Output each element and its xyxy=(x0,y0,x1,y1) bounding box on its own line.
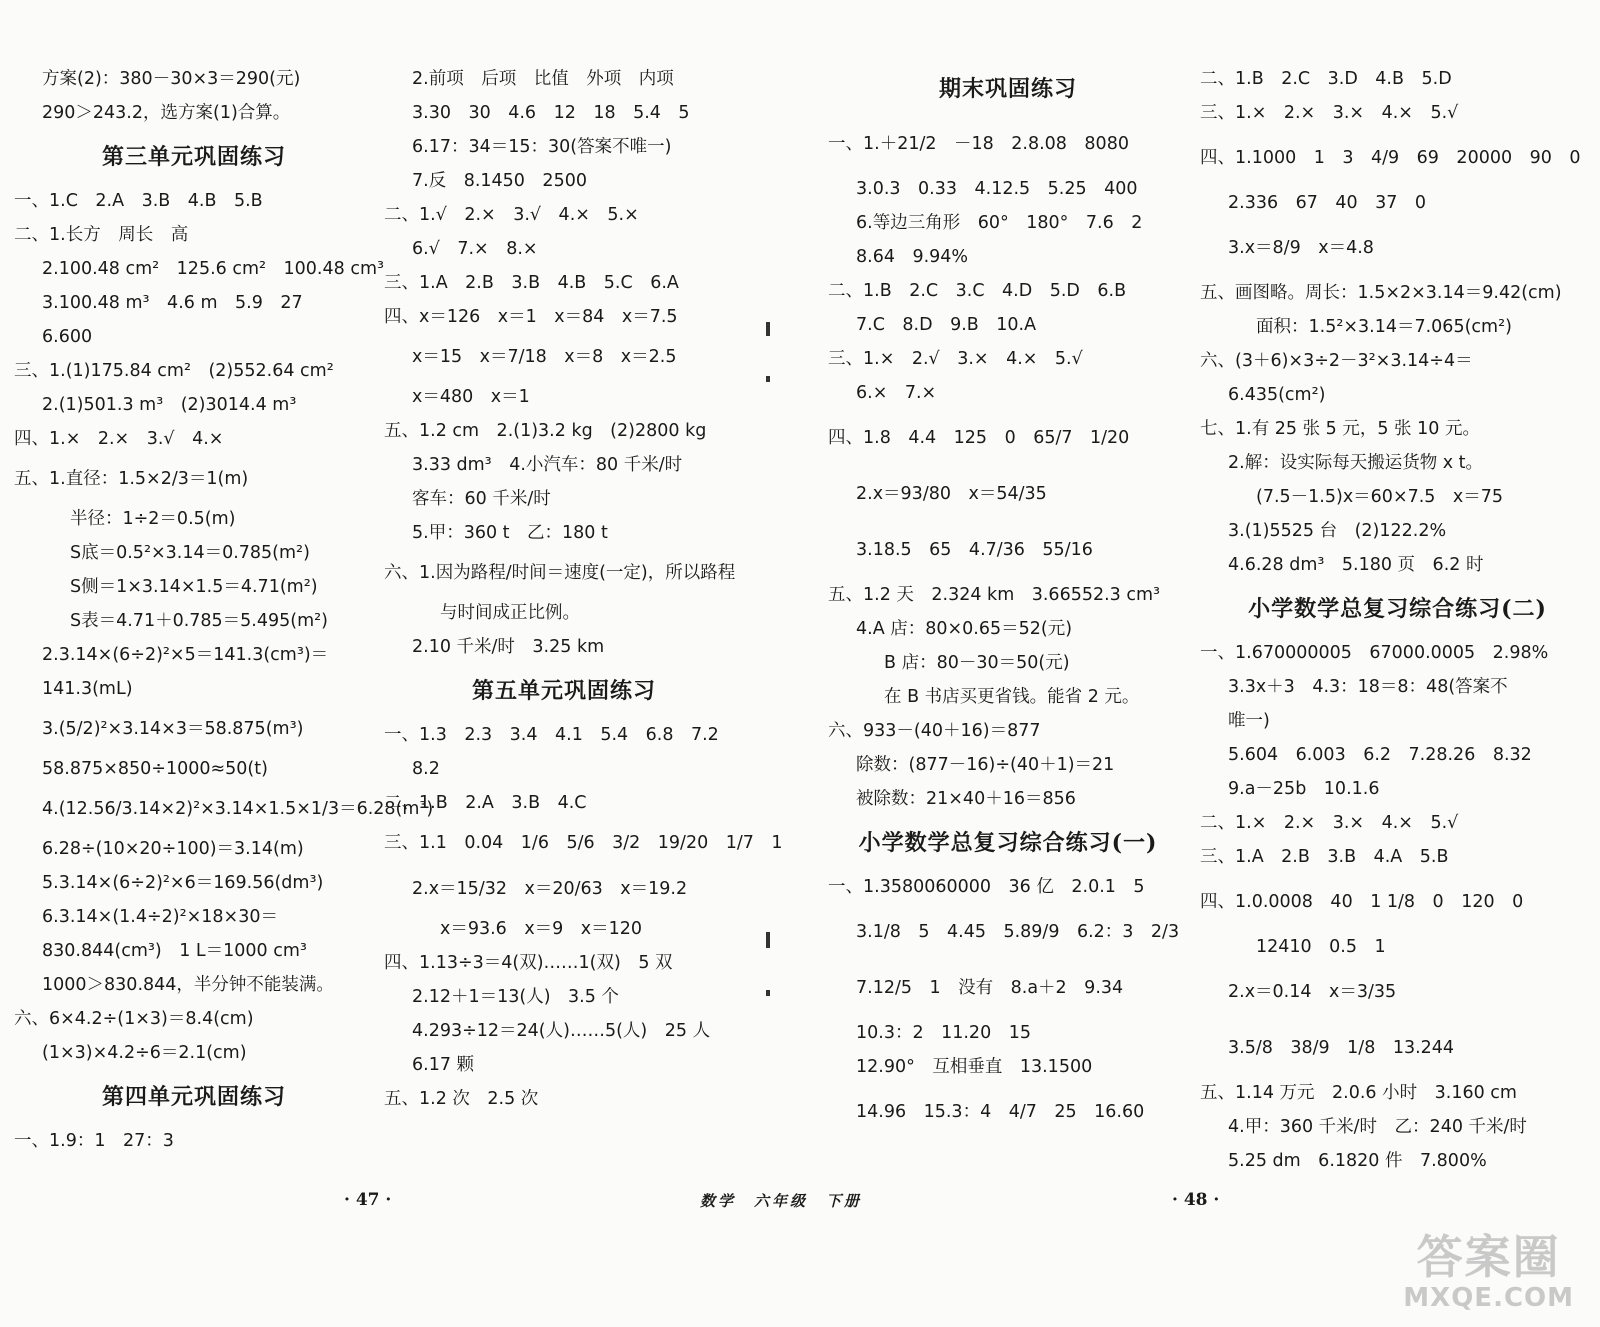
answer-line: 5.3.14×(6÷2)²×6＝169.56(dm³) xyxy=(42,873,324,893)
answer-line: 2.x＝0.14 x＝3/35 xyxy=(1228,982,1397,1002)
answer-line: 12410 0.5 1 xyxy=(1256,937,1386,957)
answer-line: 10.3：2 11.20 15 xyxy=(856,1023,1031,1043)
answer-line: S表＝4.71＋0.785＝5.495(m²) xyxy=(70,611,328,631)
answer-line: 三、1.(1)175.84 cm² (2)552.64 cm² xyxy=(14,361,334,381)
answer-line: 客车：60 千米/时 xyxy=(412,489,551,509)
answer-line: 5.甲：360 t 乙：180 t xyxy=(412,523,608,543)
answer-line: 二、1.√ 2.× 3.√ 4.× 5.× xyxy=(384,205,639,225)
answer-line: 六、(3＋6)×3÷2－3²×3.14÷4＝ xyxy=(1200,351,1473,371)
answer-line: 一、1.3580060000 36 亿 2.0.1 5 xyxy=(828,877,1145,897)
answer-line: 四、1.13÷3＝4(双)……1(双) 5 双 xyxy=(384,953,673,973)
answer-line: 四、1.× 2.× 3.√ 4.× xyxy=(14,429,224,449)
answer-line: 三、1.× 2.× 3.× 4.× 5.√ xyxy=(1200,103,1459,123)
answer-line: 一、1.3 2.3 3.4 4.1 5.4 6.8 7.2 xyxy=(384,725,719,745)
answer-line: B 店：80－30＝50(元) xyxy=(884,653,1070,673)
answer-line: 14.96 15.3：4 4/7 25 16.60 xyxy=(856,1102,1145,1122)
section-heading: 第三单元巩固练习 xyxy=(101,144,286,170)
answer-line: 290＞243.2，选方案(1)合算。 xyxy=(42,103,291,123)
answer-line: 与时间成正比例。 xyxy=(440,603,580,623)
answer-line: 6.28÷(10×20÷100)＝3.14(m) xyxy=(42,839,304,859)
page-crease-mark xyxy=(766,990,770,996)
answer-line: 三、1.× 2.√ 3.× 4.× 5.√ xyxy=(828,349,1083,369)
answer-line: 一、1.9：1 27：3 xyxy=(14,1131,174,1151)
answer-line: 二、1.B 2.C 3.C 4.D 5.D 6.B xyxy=(828,281,1127,301)
answer-line: 2.x＝93/80 x＝54/35 xyxy=(856,484,1047,504)
answer-line: 4.(12.56/3.14×2)²×3.14×1.5×1/3＝6.28(m³) xyxy=(42,799,434,819)
answer-line: 1000＞830.844，半分钟不能装满。 xyxy=(42,975,334,995)
answer-line: 五、1.14 万元 2.0.6 小时 3.160 cm xyxy=(1200,1083,1517,1103)
answer-line: 2.100.48 cm² 125.6 cm² 100.48 cm³ xyxy=(42,259,385,279)
answer-line: 6.435(cm²) xyxy=(1228,385,1326,405)
column-4 xyxy=(1200,62,1595,1178)
answer-line: 半径：1÷2＝0.5(m) xyxy=(70,509,236,529)
answer-line: 三、1.1 0.04 1/6 5/6 3/2 19/20 1/7 1 xyxy=(384,833,783,853)
answer-line: 6.等边三角形 60° 180° 7.6 2 xyxy=(856,213,1143,233)
answer-line: x＝93.6 x＝9 x＝120 xyxy=(440,919,643,939)
section-heading: 期末巩固练习 xyxy=(938,76,1077,102)
answer-line: 五、1.直径：1.5×2/3＝1(m) xyxy=(14,469,249,489)
answer-line: 4.A 店：80×0.65＝52(元) xyxy=(856,619,1073,639)
answer-line: 一、1.＋21/2 －18 2.8.08 8080 xyxy=(828,134,1129,154)
answer-line: 7.C 8.D 9.B 10.A xyxy=(856,315,1037,335)
answer-line: 3.33 dm³ 4.小汽车：80 千米/时 xyxy=(412,455,683,475)
answer-line: 除数：(877－16)÷(40＋1)＝21 xyxy=(856,755,1115,775)
watermark-logo: 答案圈 xyxy=(1416,1230,1561,1284)
answer-line: 3.1/8 5 4.45 5.89/9 6.2：3 2/3 xyxy=(856,922,1180,942)
answer-line: (1×3)×4.2÷6＝2.1(cm) xyxy=(42,1043,247,1063)
answer-line: 7.12/5 1 没有 8.a＋2 9.34 xyxy=(856,978,1124,998)
answer-line: 2.10 千米/时 3.25 km xyxy=(412,637,605,657)
answer-line: 二、1.B 2.C 3.D 4.B 5.D xyxy=(1200,69,1452,89)
answer-line: 8.64 9.94% xyxy=(856,247,969,267)
answer-line: 方案(2)：380－30×3＝290(元) xyxy=(42,69,301,89)
answer-line: 6.600 xyxy=(42,327,93,347)
answer-line: x＝480 x＝1 xyxy=(412,387,530,407)
answer-line: 3.0.3 0.33 4.12.5 5.25 400 xyxy=(856,179,1138,199)
section-heading: 小学数学总复习综合练习(二) xyxy=(1248,596,1547,622)
answer-line: 58.875×850÷1000≈50(t) xyxy=(42,759,268,779)
answer-line: 2.3.14×(6÷2)²×5＝141.3(cm³)＝ xyxy=(42,645,329,665)
answer-line: 2.x＝15/32 x＝20/63 x＝19.2 xyxy=(412,879,688,899)
answer-line: 3.(5/2)²×3.14×3＝58.875(m³) xyxy=(42,719,304,739)
answer-line: 141.3(mL) xyxy=(42,679,133,699)
answer-line: S侧＝1×3.14×1.5＝4.71(m²) xyxy=(70,577,318,597)
page-number-right: · 48 · xyxy=(1172,1190,1220,1210)
answer-line: 4.甲：360 千米/时 乙：240 千米/时 xyxy=(1228,1117,1527,1137)
answer-line: 2.(1)501.3 m³ (2)3014.4 m³ xyxy=(42,395,297,415)
answer-line: 2.前项 后项 比值 外项 内项 xyxy=(412,69,674,89)
answer-line: 四、1.8 4.4 125 0 65/7 1/20 xyxy=(828,428,1130,448)
answer-line: 四、1.1000 1 3 4/9 69 20000 90 0 xyxy=(1200,148,1581,168)
answer-line: 6.3.14×(1.4÷2)²×18×30＝ xyxy=(42,907,278,927)
answer-line: 一、1.C 2.A 3.B 4.B 5.B xyxy=(14,191,263,211)
answer-line: 6.17 颗 xyxy=(412,1055,475,1075)
answer-line: 七、1.有 25 张 5 元，5 张 10 元。 xyxy=(1200,419,1480,439)
answer-line: 面积：1.5²×3.14＝7.065(cm²) xyxy=(1256,317,1512,337)
answer-line: (7.5－1.5)x＝60×7.5 x＝75 xyxy=(1256,487,1504,507)
answer-line: 六、1.因为路程/时间＝速度(一定)，所以路程 xyxy=(384,563,736,583)
answer-line: 2.336 67 40 37 0 xyxy=(1228,193,1427,213)
answer-line: 3.(1)5525 台 (2)122.2% xyxy=(1228,521,1447,541)
answer-line: 五、1.2 cm 2.(1)3.2 kg (2)2800 kg xyxy=(384,421,707,441)
answer-line: x＝15 x＝7/18 x＝8 x＝2.5 xyxy=(412,347,677,367)
answer-line: 3.x＝8/9 x＝4.8 xyxy=(1228,238,1374,258)
answer-line: 五、画图略。周长：1.5×2×3.14＝9.42(cm) xyxy=(1200,283,1562,303)
answer-line: 5.25 dm 6.1820 件 7.800% xyxy=(1228,1151,1487,1171)
answer-line: 3.30 30 4.6 12 18 5.4 5 xyxy=(412,103,690,123)
answer-line: 唯一) xyxy=(1228,711,1270,731)
answer-line: 一、1.670000005 67000.0005 2.98% xyxy=(1200,643,1549,663)
answer-line: 3.3x＋3 4.3：18＝8：48(答案不 xyxy=(1228,677,1508,697)
watermark-url: MXQE.COM xyxy=(1403,1283,1574,1313)
answer-line: S底＝0.5²×3.14＝0.785(m²) xyxy=(70,543,310,563)
answer-line: 3.5/8 38/9 1/8 13.244 xyxy=(1228,1038,1455,1058)
book-title: 数学 六年级 下册 xyxy=(700,1192,863,1210)
answer-line: 3.100.48 m³ 4.6 m 5.9 27 xyxy=(42,293,303,313)
answer-line: 二、1.B 2.A 3.B 4.C xyxy=(384,793,587,813)
answer-line: 在 B 书店买更省钱。能省 2 元。 xyxy=(884,687,1140,707)
answer-line: 三、1.A 2.B 3.B 4.A 5.B xyxy=(1200,847,1449,867)
answer-line: 4.6.28 dm³ 5.180 页 6.2 时 xyxy=(1228,555,1484,575)
answer-line: 830.844(cm³) 1 L＝1000 cm³ xyxy=(42,941,307,961)
column-2 xyxy=(384,62,783,1116)
section-heading: 小学数学总复习综合练习(一) xyxy=(858,830,1158,856)
answer-line: 6.17：34＝15：30(答案不唯一) xyxy=(412,137,672,157)
answer-line: 7.反 8.1450 2500 xyxy=(412,171,587,191)
answer-line: 四、x＝126 x＝1 x＝84 x＝7.5 xyxy=(384,307,678,327)
answer-line: 二、1.× 2.× 3.× 4.× 5.√ xyxy=(1200,813,1459,833)
section-heading: 第五单元巩固练习 xyxy=(471,678,656,704)
page-crease-mark xyxy=(766,932,770,948)
answer-line: 六、933－(40＋16)＝877 xyxy=(828,721,1041,741)
answer-line: 五、1.2 次 2.5 次 xyxy=(384,1089,539,1109)
answer-line: 8.2 xyxy=(412,759,440,779)
answer-line: 三、1.A 2.B 3.B 4.B 5.C 6.A xyxy=(384,273,679,293)
watermark xyxy=(1403,1231,1574,1313)
answer-line: 12.90° 互相垂直 13.1500 xyxy=(856,1057,1093,1077)
answer-line: 被除数：21×40＋16＝856 xyxy=(856,789,1076,809)
section-heading: 第四单元巩固练习 xyxy=(101,1084,286,1110)
answer-line: 3.18.5 65 4.7/36 55/16 xyxy=(856,540,1093,560)
column-3 xyxy=(828,62,1188,1140)
answer-line: 6.× 7.× xyxy=(856,383,937,403)
answer-line: 6.√ 7.× 8.× xyxy=(412,239,538,259)
answer-line: 4.293÷12＝24(人)……5(人) 25 人 xyxy=(412,1021,711,1041)
answer-line: 六、6×4.2÷(1×3)＝8.4(cm) xyxy=(14,1009,254,1029)
answer-line: 5.604 6.003 6.2 7.28.26 8.32 xyxy=(1228,745,1532,765)
page-crease-mark xyxy=(766,376,770,382)
answer-line: 五、1.2 天 2.324 km 3.66552.3 cm³ xyxy=(828,585,1161,605)
answer-line: 9.a－25b 10.1.6 xyxy=(1228,779,1380,799)
page-crease-mark xyxy=(766,322,770,336)
answer-line: 2.12＋1＝13(人) 3.5 个 xyxy=(412,987,619,1007)
page-number-left: · 47 · xyxy=(344,1190,392,1210)
answer-line: 二、1.长方 周长 高 xyxy=(14,225,189,245)
answer-line: 2.解：设实际每天搬运货物 x t。 xyxy=(1228,453,1484,473)
answer-line: 四、1.0.0008 40 1 1/8 0 120 0 xyxy=(1200,892,1524,912)
